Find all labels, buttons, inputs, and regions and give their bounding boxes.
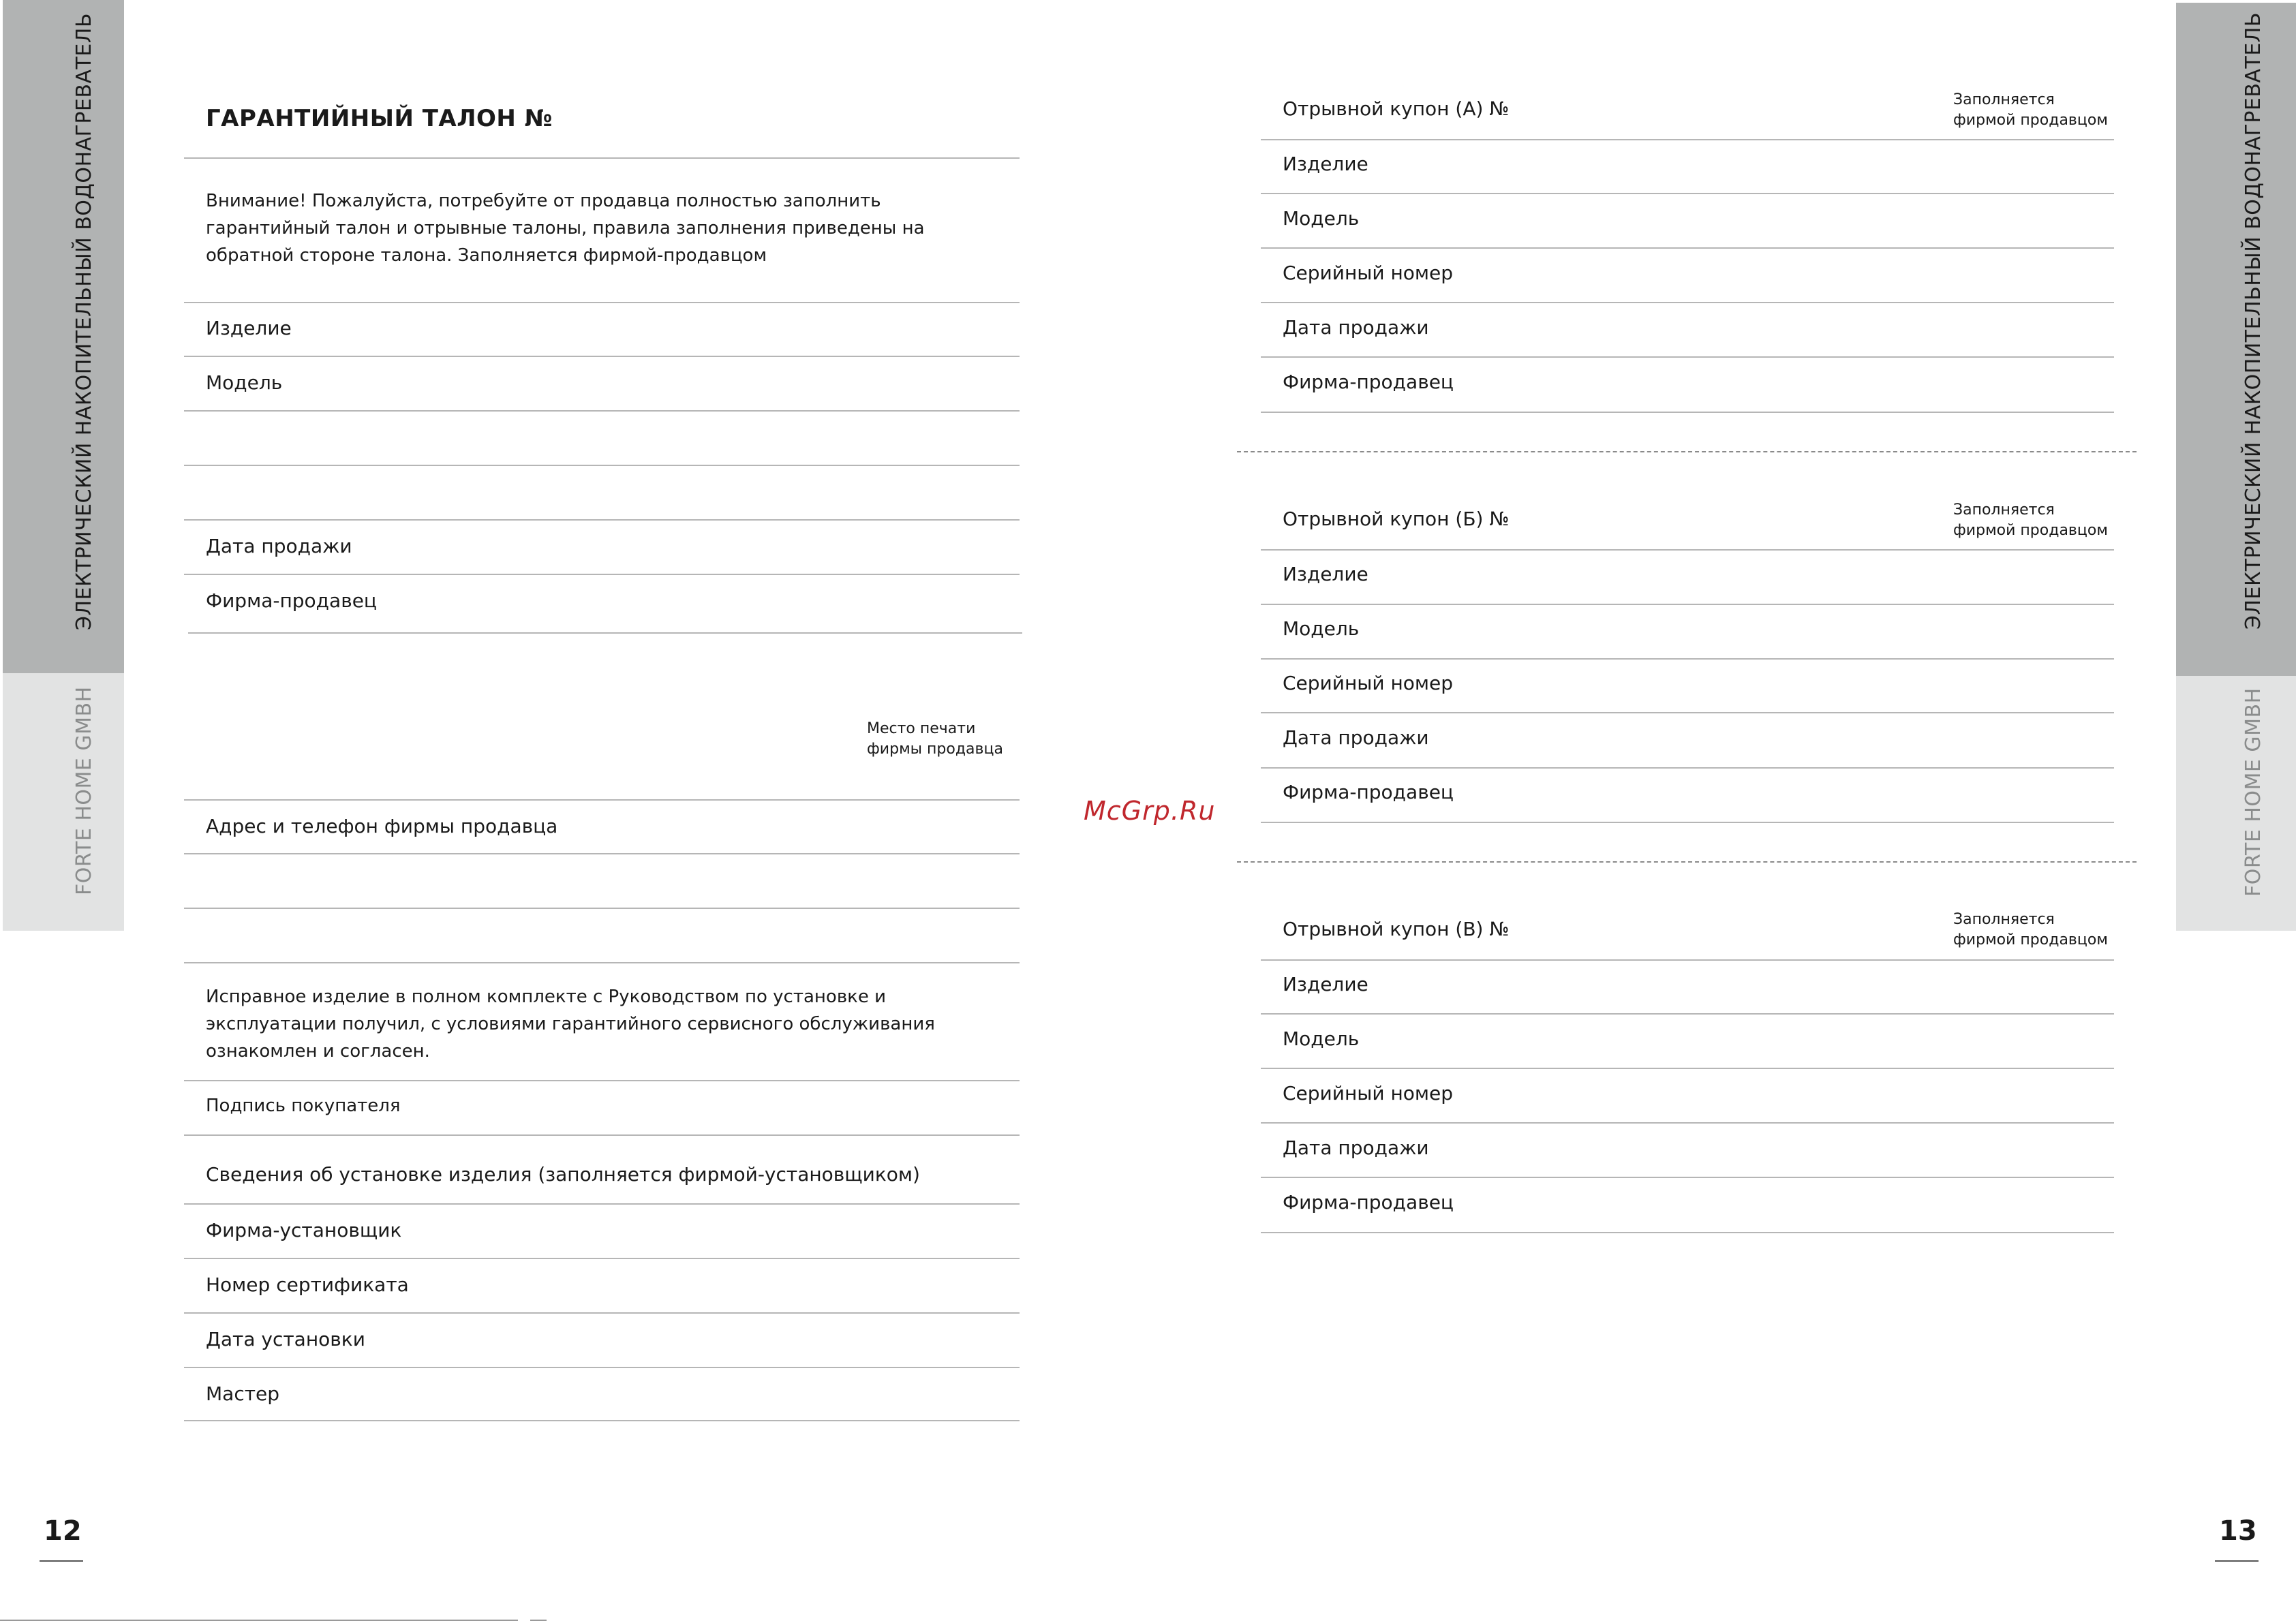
tear-off-line bbox=[1237, 451, 2137, 452]
page-number-underline bbox=[40, 1560, 83, 1562]
field-rule bbox=[188, 632, 1022, 634]
left-sidebar-brand-block bbox=[3, 673, 124, 931]
coupon-c-note: Заполняется фирмой продавцом bbox=[1953, 911, 2108, 948]
left-sidebar-title-block bbox=[3, 0, 124, 673]
seller-address-label: Адрес и телефон фирмы продавца bbox=[206, 815, 558, 837]
field-sale-date-label: Дата продажи bbox=[206, 535, 352, 557]
installer-label: Фирма-установщик bbox=[206, 1219, 402, 1241]
coupon-a-title: Отрывной купон (А) № bbox=[1283, 97, 1510, 120]
coupon-c-field-seller: Фирма-продавец bbox=[1283, 1191, 1454, 1214]
coupon-b-field-model: Модель bbox=[1283, 617, 1360, 640]
field-rule bbox=[184, 1258, 1020, 1259]
installation-header: Сведения об установке изделия (заполняется фирмой-установщиком) bbox=[206, 1163, 920, 1186]
field-rule bbox=[1261, 604, 2114, 605]
field-model-label: Модель bbox=[206, 371, 283, 394]
right-sidebar-title-block bbox=[2176, 3, 2296, 676]
field-rule bbox=[184, 465, 1020, 466]
bottom-rule bbox=[530, 1620, 547, 1621]
certificate-label: Номер сертификата bbox=[206, 1273, 409, 1296]
warranty-notice: Внимание! Пожалуйста, потребуйте от продавца полностью заполнить гарантийный талон и отрывные талоны, правила заполнения приведены на обратной стороне талона. Заполняется фирмой-продавцом bbox=[206, 191, 925, 266]
warranty-title: ГАРАНТИЙНЫЙ ТАЛОН № bbox=[206, 105, 553, 132]
page-number-underline bbox=[2215, 1560, 2259, 1562]
field-rule bbox=[184, 1312, 1020, 1314]
field-rule bbox=[184, 853, 1020, 854]
bottom-rule bbox=[0, 1620, 518, 1621]
field-rule bbox=[184, 157, 1020, 159]
field-seller-label: Фирма-продавец bbox=[206, 589, 377, 612]
coupon-c-field-sale-date: Дата продажи bbox=[1283, 1137, 1429, 1159]
field-rule bbox=[184, 302, 1020, 303]
master-label: Мастер bbox=[206, 1382, 280, 1405]
field-rule bbox=[1261, 193, 2114, 194]
coupon-a-field-seller: Фирма-продавец bbox=[1283, 371, 1454, 393]
field-rule bbox=[184, 1203, 1020, 1205]
stamp-note: Место печати фирмы продавца bbox=[867, 720, 1003, 758]
coupon-b-field-serial: Серийный номер bbox=[1283, 672, 1454, 694]
field-rule bbox=[184, 1080, 1020, 1081]
coupon-a-field-sale-date: Дата продажи bbox=[1283, 316, 1429, 339]
field-rule bbox=[184, 962, 1020, 963]
field-rule bbox=[184, 1134, 1020, 1136]
field-rule bbox=[184, 519, 1020, 521]
field-rule bbox=[1261, 356, 2114, 358]
field-rule bbox=[1261, 139, 2114, 140]
field-rule bbox=[1261, 1068, 2114, 1069]
field-rule bbox=[1261, 767, 2114, 769]
page-number-left: 12 bbox=[44, 1515, 82, 1547]
coupon-a-note: Заполняется фирмой продавцом bbox=[1953, 91, 2108, 129]
field-rule bbox=[1261, 822, 2114, 823]
field-rule bbox=[1261, 712, 2114, 713]
page-number-right: 13 bbox=[2219, 1515, 2257, 1547]
coupon-b-note: Заполняется фирмой продавцом bbox=[1953, 501, 2108, 539]
acceptance-text: Исправное изделие в полном комплекте с Руководством по установке и эксплуатации получил, с условиями гарантийного сервисного обслуживания ознакомлен и согласен. bbox=[206, 987, 935, 1062]
field-rule bbox=[184, 799, 1020, 801]
field-rule bbox=[1261, 1013, 2114, 1015]
field-product-label: Изделие bbox=[206, 317, 292, 339]
field-rule bbox=[184, 356, 1020, 357]
coupon-b-field-sale-date: Дата продажи bbox=[1283, 726, 1429, 749]
left-sidebar-brand: FORTE HOME GMBH bbox=[72, 686, 96, 895]
coupon-a-field-product: Изделие bbox=[1283, 153, 1368, 175]
coupon-a-field-serial: Серийный номер bbox=[1283, 262, 1454, 284]
field-rule bbox=[1261, 1177, 2114, 1178]
coupon-b-title: Отрывной купон (Б) № bbox=[1283, 508, 1510, 530]
field-rule bbox=[184, 1367, 1020, 1368]
watermark: McGrp.Ru bbox=[1084, 796, 1216, 826]
field-rule bbox=[1261, 549, 2114, 551]
left-sidebar-title: ЭЛЕКТРИЧЕСКИЙ НАКОПИТЕЛЬНЫЙ ВОДОНАГРЕВАТЕЛЬ bbox=[72, 13, 96, 630]
field-rule bbox=[184, 574, 1020, 575]
install-date-label: Дата установки bbox=[206, 1328, 365, 1350]
buyer-signature-label: Подпись покупателя bbox=[206, 1096, 401, 1116]
right-sidebar-title: ЭЛЕКТРИЧЕСКИЙ НАКОПИТЕЛЬНЫЙ ВОДОНАГРЕВАТЕЛЬ bbox=[2241, 12, 2265, 630]
coupon-b-field-seller: Фирма-продавец bbox=[1283, 781, 1454, 803]
field-rule bbox=[1261, 1232, 2114, 1233]
coupon-b-field-product: Изделие bbox=[1283, 563, 1368, 585]
field-rule bbox=[1261, 412, 2114, 413]
coupon-c-title: Отрывной купон (В) № bbox=[1283, 918, 1510, 940]
right-sidebar-brand: FORTE HOME GMBH bbox=[2241, 687, 2265, 897]
field-rule bbox=[1261, 1122, 2114, 1124]
coupon-c-field-product: Изделие bbox=[1283, 973, 1368, 995]
coupon-a-field-model: Модель bbox=[1283, 207, 1360, 230]
right-sidebar-brand-block bbox=[2176, 676, 2296, 931]
field-rule bbox=[184, 908, 1020, 909]
field-rule bbox=[184, 410, 1020, 412]
field-rule bbox=[1261, 658, 2114, 660]
tear-off-line bbox=[1237, 861, 2137, 863]
coupon-c-field-model: Модель bbox=[1283, 1027, 1360, 1050]
field-rule bbox=[184, 1420, 1020, 1421]
coupon-c-field-serial: Серийный номер bbox=[1283, 1082, 1454, 1104]
field-rule bbox=[1261, 302, 2114, 303]
field-rule bbox=[1261, 959, 2114, 961]
field-rule bbox=[1261, 247, 2114, 249]
